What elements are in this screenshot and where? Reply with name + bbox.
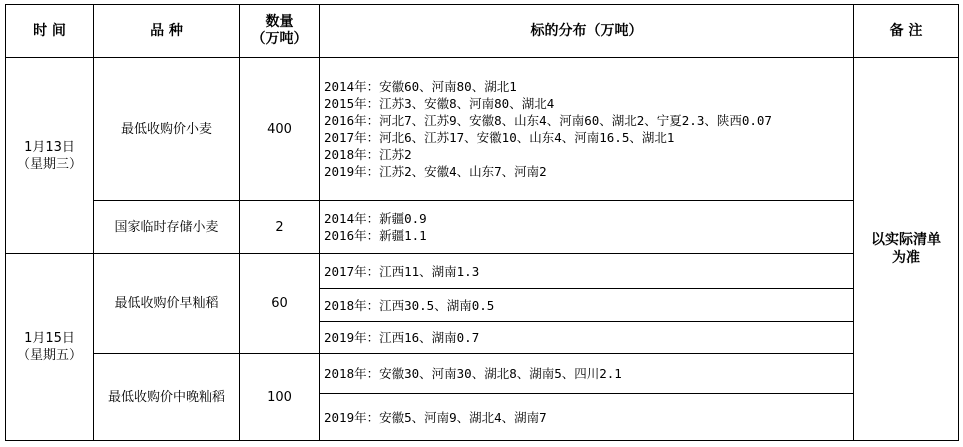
distribution-line: 2019年：江苏2、安徽4、山东7、河南2 (324, 164, 547, 179)
distribution-cell: 2018年：江西30.5、湖南0.5 (320, 289, 854, 322)
header-quantity (240, 5, 320, 58)
header-quantity-line2: （万吨） (251, 31, 308, 47)
date-cell (6, 254, 94, 441)
table-row (6, 354, 959, 394)
distribution-line: 2016年：新疆1.1 (324, 228, 427, 243)
quantity-cell: 2 (240, 201, 320, 254)
header-row (6, 5, 959, 58)
distribution-line: 2016年：河北7、江苏9、安徽8、山东4、河南60、湖北2、宁夏2.3、陕西0.07 (324, 113, 772, 128)
remark-cell (854, 58, 959, 441)
distribution-line: 2015年：江苏3、安徽8、河南80、湖北4 (324, 96, 555, 111)
distribution-line: 2014年：新疆0.9 (324, 211, 427, 226)
distribution-cell (320, 58, 854, 201)
quantity-cell: 400 (240, 58, 320, 201)
date-label: 1月13日 (24, 139, 75, 155)
distribution-line: 2017年：河北6、江苏17、安徽10、山东4、河南16.5、湖北1 (324, 130, 675, 145)
quantity-cell: 60 (240, 254, 320, 354)
distribution-cell (320, 201, 854, 254)
header-remark: 备 注 (854, 5, 959, 58)
remark-line2: 为准 (892, 250, 920, 266)
variety-cell: 国家临时存储小麦 (94, 201, 240, 254)
distribution-cell: 2017年：江西11、湖南1.3 (320, 254, 854, 289)
header-quantity-line1: 数量 (265, 14, 294, 30)
date-cell (6, 58, 94, 254)
header-variety: 品 种 (94, 5, 240, 58)
quantity-cell: 100 (240, 354, 320, 441)
table-row (6, 254, 959, 289)
distribution-line: 2014年：安徽60、河南80、湖北1 (324, 79, 517, 94)
table-row (6, 58, 959, 201)
distribution-line: 2018年：江苏2 (324, 147, 412, 162)
date-label: 1月15日 (24, 331, 75, 346)
distribution-cell: 2019年：江西16、湖南0.7 (320, 322, 854, 354)
variety-cell: 最低收购价早籼稻 (94, 254, 240, 354)
header-time: 时 间 (6, 5, 94, 58)
auction-schedule-table (5, 4, 959, 441)
variety-cell: 最低收购价小麦 (94, 58, 240, 201)
distribution-cell: 2019年：安徽5、河南9、湖北4、湖南7 (320, 394, 854, 441)
weekday-label: （星期五） (16, 348, 82, 363)
variety-cell: 最低收购价中晚籼稻 (94, 354, 240, 441)
remark-line1: 以实际清单 (871, 232, 941, 248)
distribution-cell: 2018年：安徽30、河南30、湖北8、湖南5、四川2.1 (320, 354, 854, 394)
table-row (6, 201, 959, 254)
header-distribution: 标的分布（万吨） (320, 5, 854, 58)
weekday-label: （星期三） (16, 156, 82, 172)
